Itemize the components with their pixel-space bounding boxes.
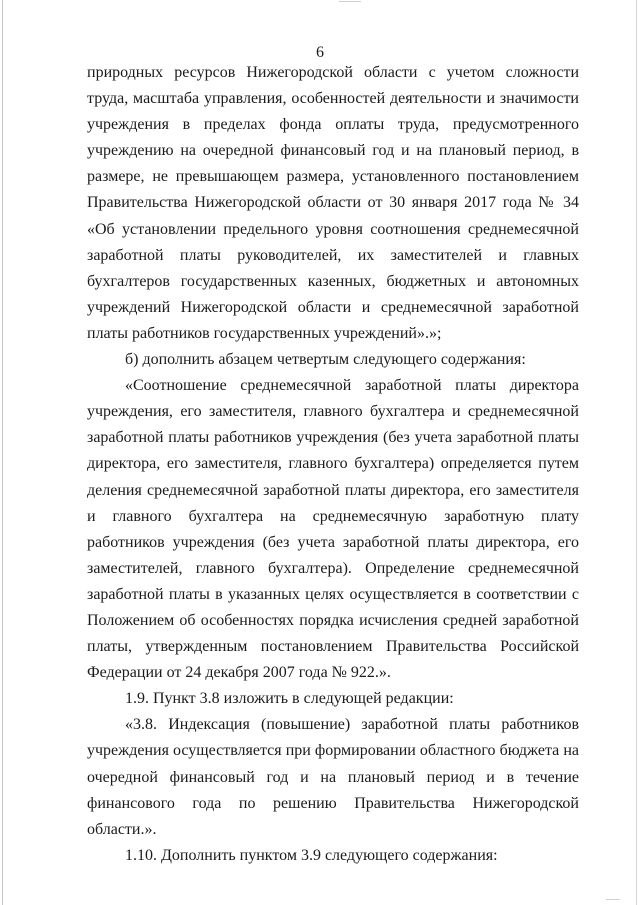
paragraph-salary-limits: природных ресурсов Нижегородской области с учетом сложности труда, масштаба управления, особенностей деятельности и значимости учреждения в пределах фонда оплаты труда, предусмотренного учреждению на очередной финансовый год и на плановый период, в размере, не превышающем размера, установленного постановлением Правительства Нижегородской области от 30 января 2017 года № 34 «Об установлении предельного уровня соотношения среднемесячной заработной платы руководителей, их заместителей и главных бухгалтеров государственных казенных, бюджетных и автономных учреждений Нижегородской области и среднемесячной заработной платы работников государственных учреждений».»;	[87, 64, 579, 342]
paragraph-item-3-8: «3.8. Индексация (повышение) заработной платы работников учреждения осуществляется при формировании областного бюджета на очередной финансовый год и на плановый период и в течение финансового года по решению Правительства Нижегородской области.».	[87, 716, 579, 838]
paragraph-salary-ratio: «Соотношение среднемесячной заработной платы директора учреждения, его заместителя, главного бухгалтера и среднемесячной заработной платы работников учреждения (без учета заработной платы директора, его заместителя, главного бухгалтера) определяется путем деления среднемесячной заработной платы директора, его заместителя и главного бухгалтера на среднемесячную заработную плату работников учреждения (без учета заработной платы директора, его заместителей, главного бухгалтера). Определение среднемесячной заработной платы в указанных целях осуществляется в соответствии с Положением об особенностях порядка исчисления средней заработной платы, утвержденным постановлением Правительства Российской Федерации от 24 декабря 2007 года № 922.».	[87, 377, 579, 682]
scan-mark-top	[339, 1, 361, 2]
page-number: 6	[316, 44, 324, 61]
scan-mark-bottom	[606, 899, 620, 900]
document-body	[87, 60, 579, 869]
scan-edge-right	[636, 0, 637, 905]
scan-edge-left	[2, 0, 3, 905]
paragraph-item-1-9: 1.9. Пункт 3.8 изложить в следующей редакции:	[125, 690, 454, 708]
paragraph-item-1-10: 1.10. Дополнить пунктом 3.9 следующего содержания:	[125, 846, 498, 864]
paragraph-add-fourth-clause: б) дополнить абзацем четвертым следующего содержания:	[125, 351, 526, 369]
